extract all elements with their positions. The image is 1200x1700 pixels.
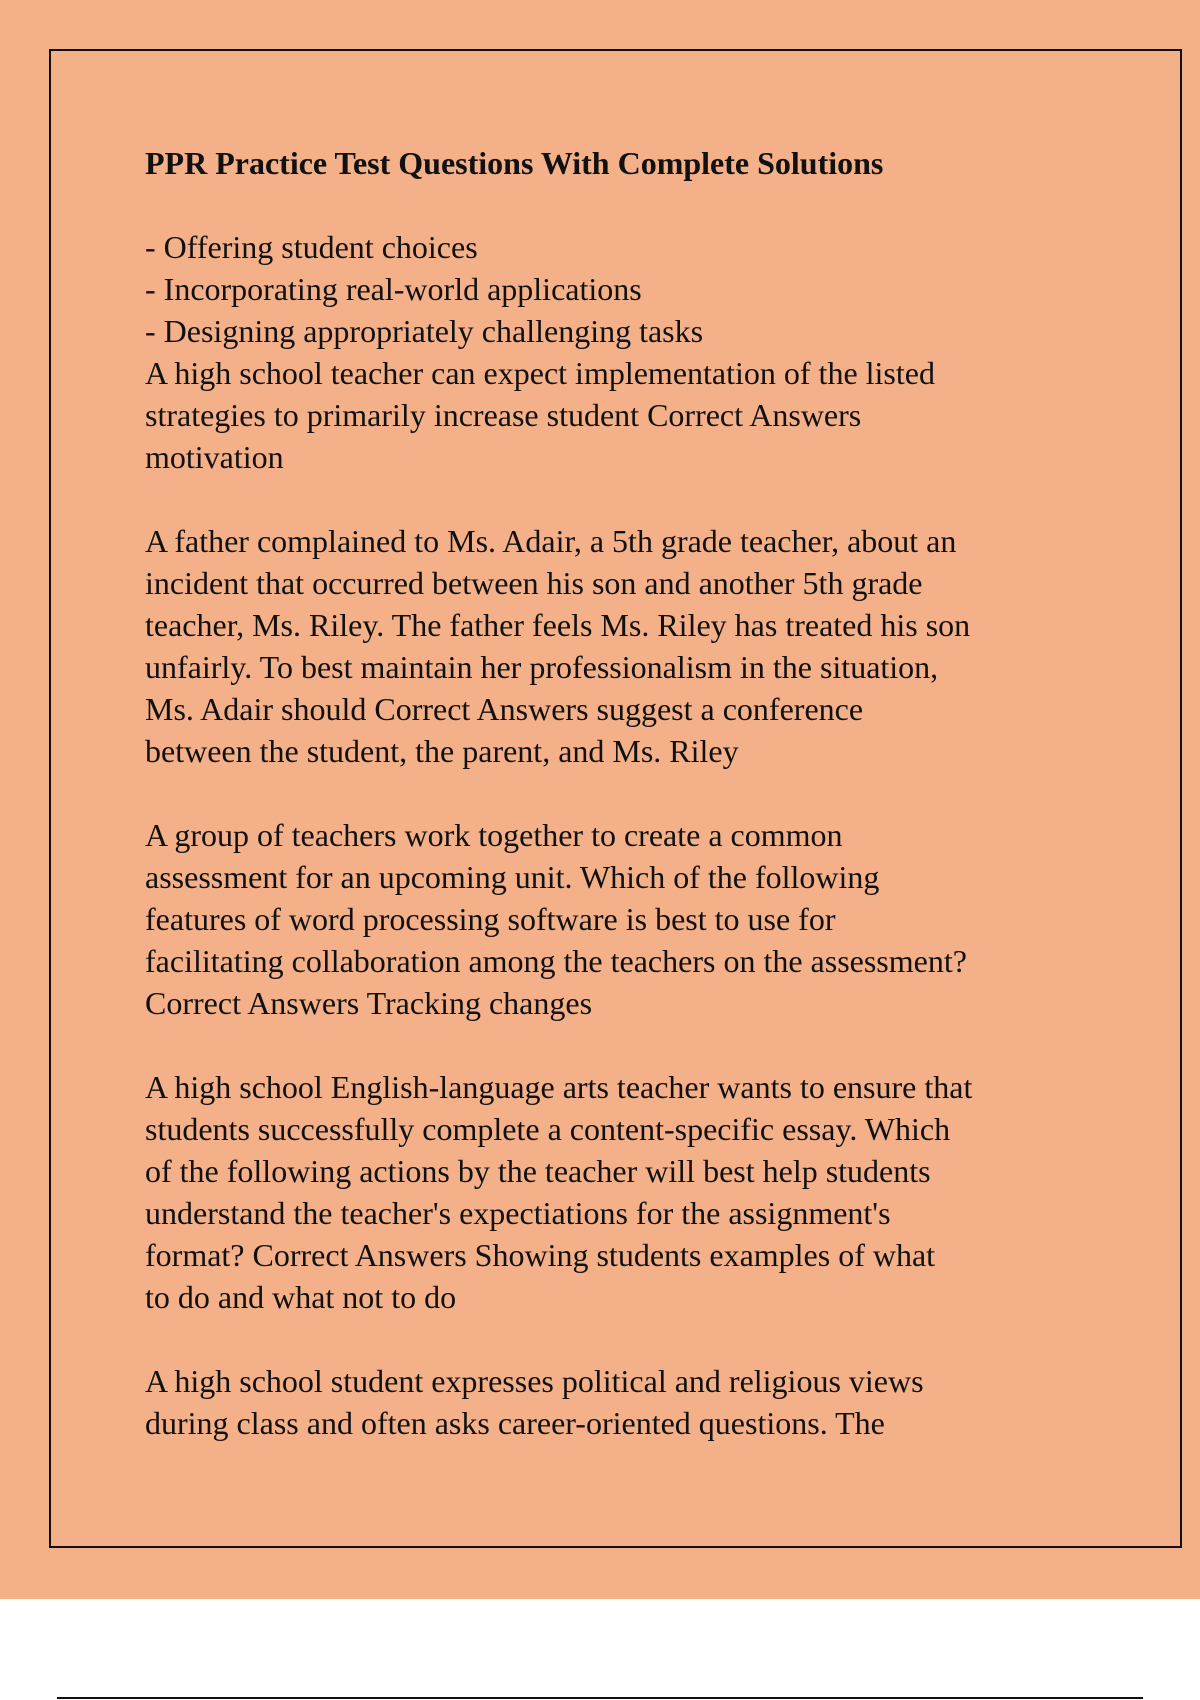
text-line: to do and what not to do (145, 1279, 457, 1315)
text-line: assessment for an upcoming unit. Which of the following (145, 859, 880, 895)
strategy-list (145, 226, 1105, 352)
text-line: during class and often asks career-oriented questions. The (145, 1405, 885, 1441)
text-line: unfairly. To best maintain her professionalism in the situation, (145, 649, 939, 685)
text-line: students successfully complete a content-specific essay. Which (145, 1111, 951, 1147)
question-answer-5 (145, 1360, 1105, 1444)
text-line: motivation (145, 439, 284, 475)
text-line: format? Correct Answers Showing students examples of what (145, 1237, 936, 1273)
list-item: - Designing appropriately challenging tasks (145, 313, 704, 349)
text-line: incident that occurred between his son and another 5th grade (145, 565, 923, 601)
question-answer-1 (145, 352, 1105, 478)
document-body (145, 142, 1105, 1486)
text-line: features of word processing software is best to use for (145, 901, 836, 937)
text-line: strategies to primarily increase student Correct Answers (145, 397, 862, 433)
text-line: A high school student expresses political and religious views (145, 1363, 924, 1399)
text-line: Correct Answers Tracking changes (145, 985, 593, 1021)
text-line: A high school English-language arts teacher wants to ensure that (145, 1069, 973, 1105)
text-line: A group of teachers work together to create a common (145, 817, 843, 853)
question-answer-3 (145, 814, 1105, 1024)
footer-divider (57, 1697, 1143, 1699)
text-line: facilitating collaboration among the teachers on the assessment? (145, 943, 967, 979)
question-answer-4 (145, 1066, 1105, 1318)
list-item: - Incorporating real-world applications (145, 271, 642, 307)
list-item: - Offering student choices (145, 229, 478, 265)
text-line: A high school teacher can expect implementation of the listed (145, 355, 935, 391)
text-line: between the student, the parent, and Ms. Riley (145, 733, 739, 769)
text-line: of the following actions by the teacher will best help students (145, 1153, 931, 1189)
question-answer-2 (145, 520, 1105, 772)
text-line: teacher, Ms. Riley. The father feels Ms. Riley has treated his son (145, 607, 971, 643)
text-line: understand the teacher's expectiations for the assignment's (145, 1195, 891, 1231)
text-line: Ms. Adair should Correct Answers suggest a conference (145, 691, 864, 727)
document-title: PPR Practice Test Questions With Complete Solutions (145, 145, 884, 181)
text-line: A father complained to Ms. Adair, a 5th grade teacher, about an (145, 523, 957, 559)
